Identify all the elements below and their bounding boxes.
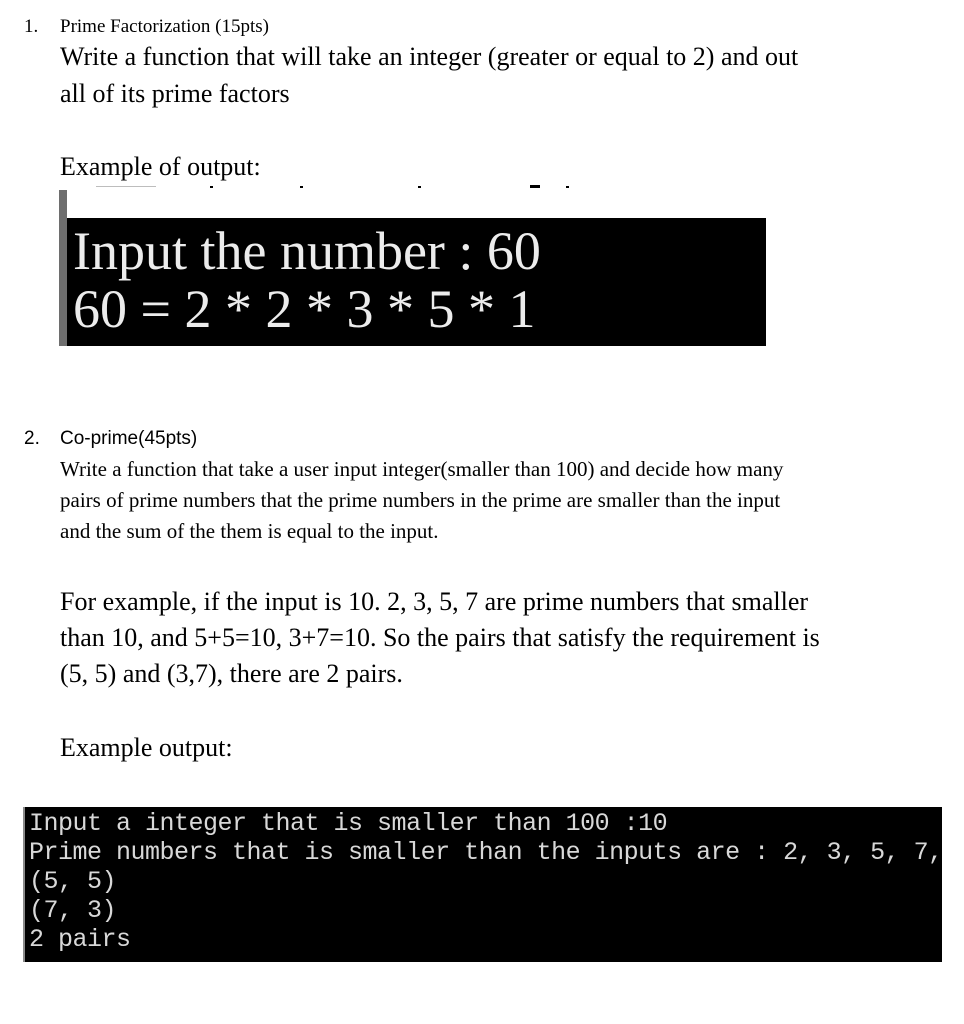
console-2-line-1: Input a integer that is smaller than 100 :10 bbox=[29, 809, 668, 838]
console-2-line-4: (7, 3) bbox=[29, 896, 117, 925]
question-2-example-line-2: than 10, and 5+5=10, 3+7=10. So the pairs that satisfy the requirement is bbox=[60, 623, 820, 652]
crop-artifact bbox=[96, 186, 156, 187]
question-1-description-line-1: Write a function that will take an integer (greater or equal to 2) and out bbox=[60, 42, 799, 71]
console-2-line-2: Prime numbers that is smaller than the inputs are : 2, 3, 5, 7, bbox=[29, 838, 943, 867]
console-output-1 bbox=[59, 190, 766, 346]
question-1-example-label: Example of output: bbox=[60, 152, 261, 181]
question-2-example-line-3: (5, 5) and (3,7), there are 2 pairs. bbox=[60, 659, 403, 688]
question-1-description-line-2: all of its prime factors bbox=[60, 79, 290, 108]
question-2-example-label: Example output: bbox=[60, 733, 233, 762]
question-2-title: Co-prime(45pts) bbox=[60, 428, 198, 449]
console-output-2 bbox=[23, 807, 942, 962]
question-2-example-line-1: For example, if the input is 10. 2, 3, 5, 7 are prime numbers that smaller bbox=[60, 587, 809, 616]
question-2-description-line-2: pairs of prime numbers that the prime numbers in the prime are smaller than the input bbox=[60, 488, 781, 512]
question-1-number: 1. bbox=[24, 16, 39, 37]
question-2-description-line-1: Write a function that take a user input integer(smaller than 100) and decide how many bbox=[60, 457, 784, 481]
crop-artifact bbox=[300, 186, 303, 188]
console-2-line-5: 2 pairs bbox=[29, 925, 131, 954]
crop-artifact bbox=[418, 186, 421, 188]
console-left-edge bbox=[59, 190, 67, 346]
question-2-number: 2. bbox=[24, 428, 40, 449]
crop-artifact bbox=[566, 186, 569, 188]
console-2-line-3: (5, 5) bbox=[29, 867, 117, 896]
console-1-line-2: 60 = 2 * 2 * 3 * 5 * 1 bbox=[73, 279, 536, 339]
question-2-description-line-3: and the sum of the them is equal to the input. bbox=[60, 519, 439, 543]
crop-artifact bbox=[530, 185, 540, 188]
crop-artifact bbox=[210, 186, 213, 188]
console-1-line-1: Input the number : 60 bbox=[73, 221, 541, 281]
question-1-title: Prime Factorization (15pts) bbox=[60, 16, 269, 37]
